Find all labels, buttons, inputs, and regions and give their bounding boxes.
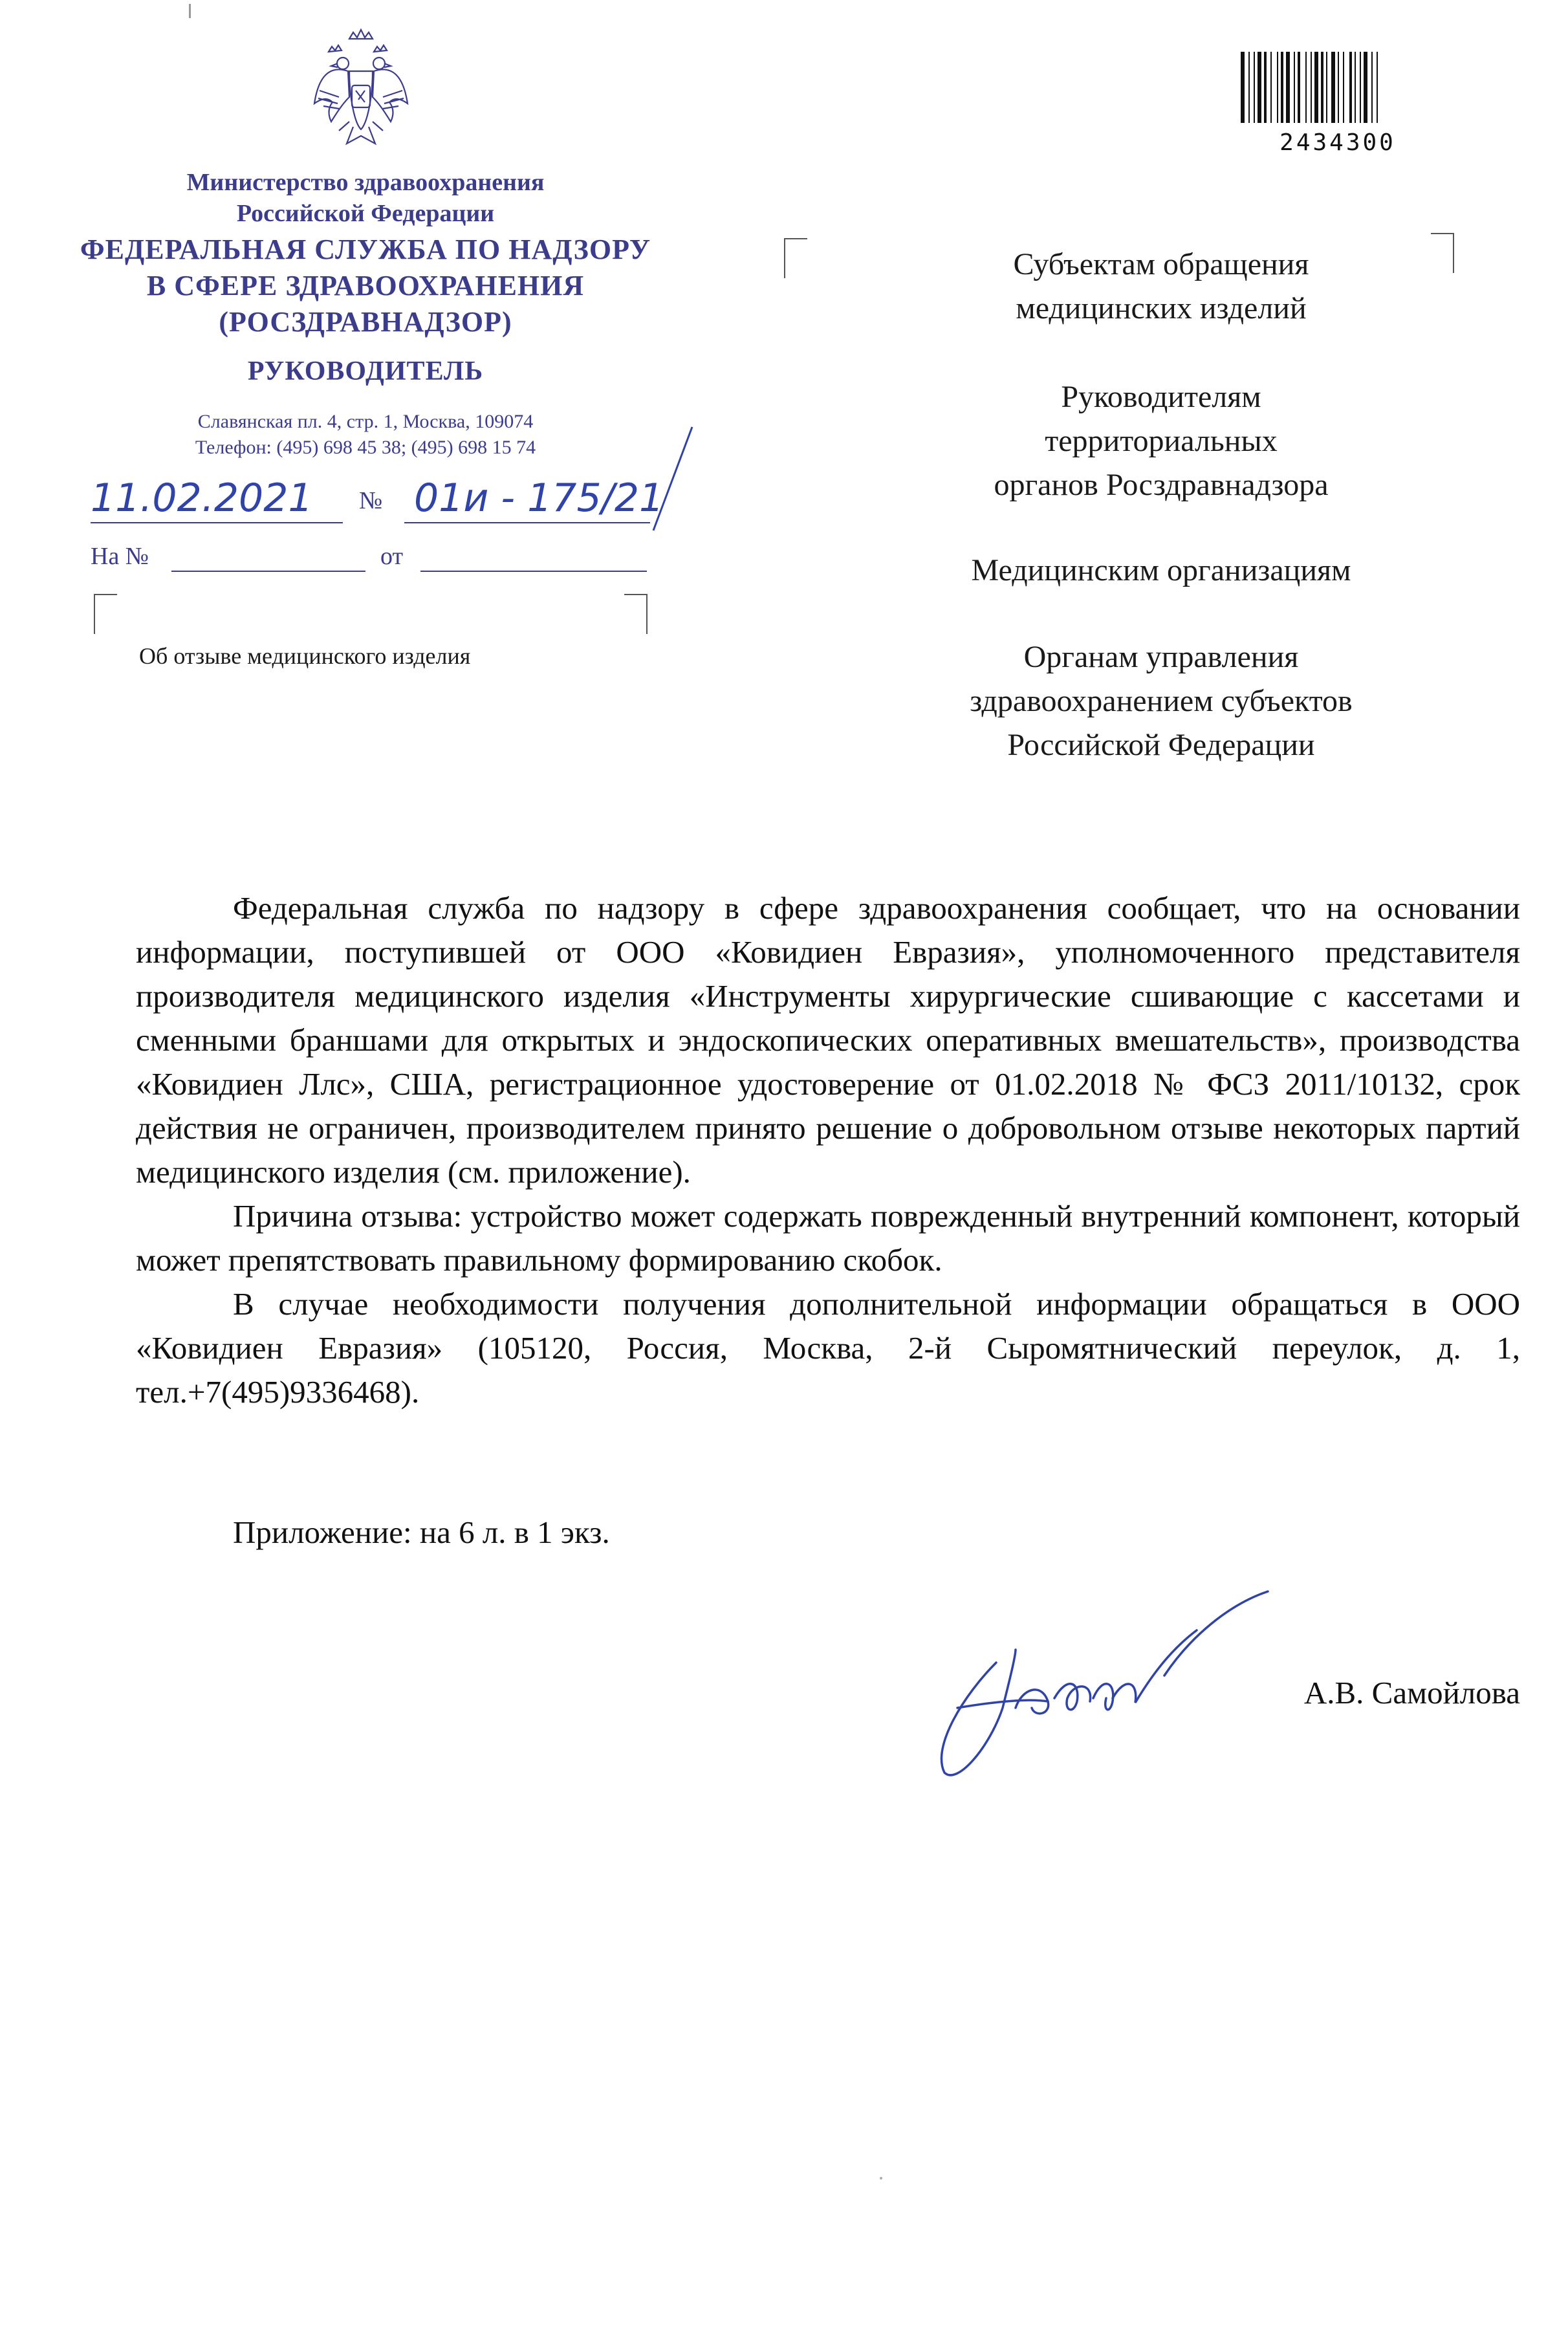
- barcode-bar: [1281, 52, 1283, 123]
- head-title: РУКОВОДИТЕЛЬ: [247, 356, 484, 386]
- scan-speck: [189, 4, 191, 18]
- letter-subject: Об отзыве медицинского изделия: [139, 643, 471, 669]
- barcode-bar: [1338, 52, 1339, 123]
- handwritten-date: 11.02.2021: [91, 475, 313, 521]
- contact-block: [78, 409, 653, 461]
- barcode-bar: [1331, 52, 1335, 123]
- addressee-group-2: Руководителям территориальных органов Росздравнадзора: [994, 380, 1329, 502]
- barcode-bar: [1349, 52, 1352, 123]
- phone: Телефон: (495) 698 45 38; (495) 698 15 74: [195, 437, 536, 458]
- ministry-name: Министерство здравоохранения Российской Федерации: [186, 169, 545, 227]
- signer-name: А.В. Самойлова: [1303, 1675, 1520, 1710]
- appendix-note: Приложение: на 6 л. в 1 экз.: [233, 1514, 610, 1550]
- addressee-group-3: Медицинским организациям: [971, 553, 1351, 587]
- subject-bracket-right: [624, 594, 648, 634]
- addressee-group-1: Субъектам обращения медицинских изделий: [1013, 247, 1309, 325]
- barcode-bar: [1264, 52, 1267, 123]
- barcode-number: 2434300: [1279, 129, 1396, 156]
- barcode-bar: [1377, 52, 1378, 123]
- barcode-bar: [1343, 52, 1344, 123]
- body-paragraph-3: В случае необходимости получения дополнительной информации обращаться в ООО «Ковидиен Евразия» (105120, Россия, Москва, 2-й Сыромятнический переулок, д. 1, тел.+7(495)9336468).: [136, 1286, 1520, 1410]
- barcode-bar: [1305, 52, 1307, 123]
- barcode-bar: [1286, 52, 1290, 123]
- number-sign: №: [359, 487, 383, 514]
- barcode-bar: [1241, 52, 1245, 123]
- barcode-bar: [1311, 52, 1312, 123]
- barcode-bar: [1371, 52, 1373, 123]
- barcode-bar: [1277, 52, 1278, 123]
- barcode-bar: [1364, 52, 1367, 123]
- barcode-bar: [1360, 52, 1361, 123]
- barcode-bar: [1314, 52, 1318, 123]
- slash-mark: [640, 421, 718, 537]
- barcode-bar: [1258, 52, 1261, 123]
- ref-number-line: [171, 569, 365, 572]
- barcode-bar: [1355, 52, 1356, 123]
- barcode-bar: [1248, 52, 1250, 123]
- addressee-bracket-right: [1431, 233, 1454, 273]
- address: Славянская пл. 4, стр. 1, Москва, 109074: [197, 411, 534, 432]
- ref-label: На №: [91, 543, 149, 570]
- number-underline: [404, 521, 650, 523]
- barcode-bar: [1254, 52, 1255, 123]
- date-underline: [91, 521, 343, 523]
- service-name: ФЕДЕРАЛЬНАЯ СЛУЖБА ПО НАДЗОРУ В СФЕРЕ ЗДРАВООХРАНЕНИЯ (РОСЗДРАВНАДЗОР): [80, 234, 651, 338]
- ref-date-line: [420, 569, 647, 572]
- barcode-bar: [1326, 52, 1327, 123]
- barcode-icon: [1241, 52, 1435, 123]
- letter-body: [136, 886, 1520, 1414]
- barcode-bar: [1298, 52, 1300, 123]
- ref-from-label: от: [380, 543, 404, 570]
- body-paragraph-1: Федеральная служба по надзору в сфере здравоохранения сообщает, что на основании информации, поступившей от ООО «Ковидиен Евразия», уполномоченного представителя производителя медицинского изделия «Инструменты хирургические сшивающие с кассетами и сменными браншами для открытых и эндоскопических оперативных вмешательств», производства «Ковидиен Ллс», США, регистрационное удостоверение от 01.02.2018 № ФСЗ 2011/10132, срок действия не ограничен, производителем принято решение о добровольном отзыве некоторых партий медицинского изделия (см. приложение).: [136, 890, 1520, 1190]
- body-paragraph-2: Причина отзыва: устройство может содержать поврежденный внутренний компонент, который может препятствовать правильному формированию скобок.: [136, 1198, 1520, 1278]
- scan-speck: [880, 2177, 882, 2180]
- subject-bracket-left: [94, 594, 117, 634]
- addressee-bracket-left: [784, 238, 807, 278]
- addressee-group-4: Органам управления здравоохранением субъектов Российской Федерации: [970, 640, 1353, 762]
- barcode-bar: [1321, 52, 1323, 123]
- handwritten-number: 01и - 175/21: [414, 475, 664, 521]
- barcode-bar: [1294, 52, 1295, 123]
- coat-of-arms-icon: [309, 26, 413, 155]
- barcode-bar: [1270, 52, 1272, 123]
